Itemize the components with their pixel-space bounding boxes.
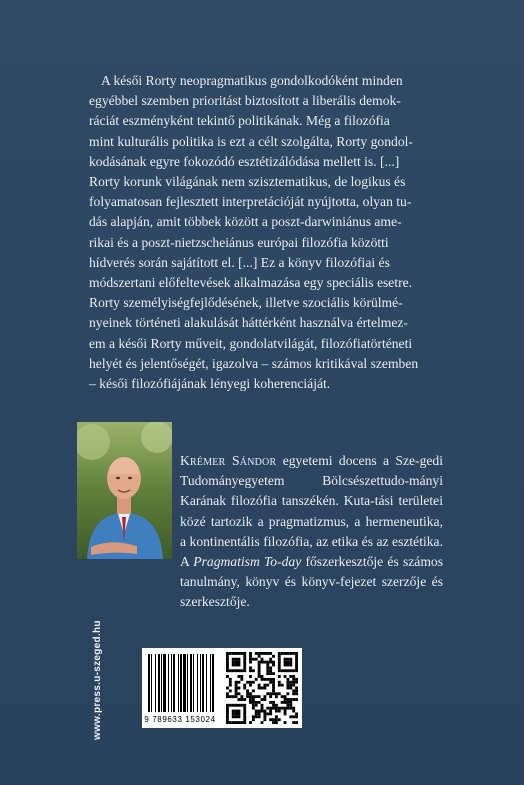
journal-title: Pragmatism To-day [193,554,302,570]
isbn-digits: 9 789633 153024 [144,715,216,724]
blurb-line: A késői Rorty neopragmatikus gondolkodóként minden [101,73,403,88]
publisher-url: www.press.u-szeged.hu [92,620,103,740]
blurb-line: folyamatosan fejlesztett interpretációját nyújtotta, olyan tu- [89,194,412,210]
blurb-line: mint kulturális politika is ezt a célt szolgálta, Rorty gondol- [89,133,413,149]
blurb-line: egyébbel szemben prioritást biztosított a liberális demok- [89,93,401,109]
author-name: Krémer Sándor [180,453,277,468]
blurb-line: kodásának egyre fokozódó esztétizálódása mellett is. [...] [89,153,400,169]
blurb-line: – késői filozófiájának lényegi koherenciáját. [89,376,331,392]
blurb-line: helyét és jelentőségét, igazolva – számos kritikával szemben [89,355,419,371]
blurb-line: hídverés során sajátított el. [...] Ez a könyv filozófiai és [89,254,390,270]
blurb-line: ráciát eszményként tekintő politikának. Még a filozófia [89,113,390,129]
blurb-line: em a késői Rorty műveit, gondolatvilágát, filozófiatörténeti [89,335,413,351]
blurb-line: Rorty korunk világának nem szisztematikus, de logikus és [89,174,406,190]
blurb-text [89,71,443,394]
isbn-block [142,648,302,728]
author-photo [77,422,172,559]
author-bio-text: egyetemi docens a Sze-gedi Tudományegyetem Bölcsészettudo-mányi Karának filozófia tanszékén. Kuta-tási területei közé tartozik a pragmatizmus, a hermeneutika, a kontinentális filozófia, az etika és az esztétika. A [180,453,443,570]
author-bio-text-end: főszerkesztője és számos tanulmány, könyv és könyv-fejezet szerzője és szerkesztője. [180,554,443,610]
blurb-line: Rorty személyiségfejlődésének, illetve szociális körülmé- [89,295,403,311]
blurb-line: dás alapján, amit többek között a poszt-darwiniánus ame- [89,214,402,230]
blurb-line: rikai és a poszt-nietzscheiánus európai filozófia közötti [89,234,389,250]
author-bio [180,451,443,613]
blurb-line: nyeinek történeti alakulását háttérként használva értelmez- [89,315,408,331]
blurb-line: módszertani előfeltevések alkalmazása egy speciális esetre. [89,275,413,291]
qr-code-icon [226,652,298,724]
